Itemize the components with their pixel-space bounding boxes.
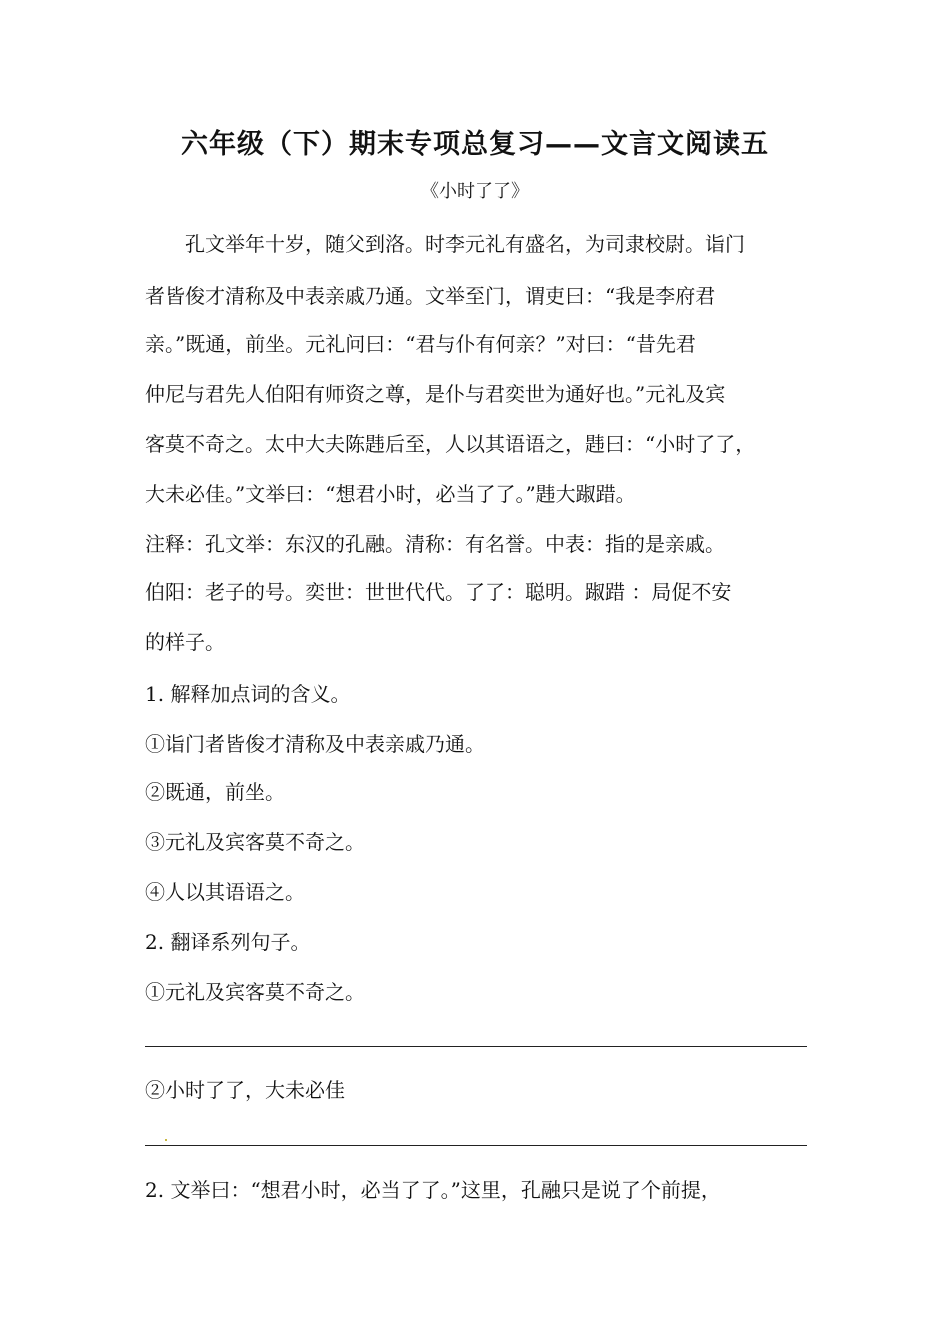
question-2-item: ②小时了了，大未必佳 xyxy=(145,1078,345,1102)
question-1-item: ①诣门者皆俊才清称及中表亲戚乃通。 xyxy=(145,732,485,756)
stray-mark xyxy=(165,1139,167,1141)
question-1-item: ④人以其语语之。 xyxy=(145,880,305,904)
page-title: 六年级（下）期末专项总复习——文言文阅读五 xyxy=(181,129,769,160)
note-line: 伯阳：老子的号。奕世：世世代代。了了：聪明。踧踖 ：局促不安 xyxy=(145,580,732,604)
question-2-heading: 2. 翻译系列句子。 xyxy=(145,930,311,954)
answer-line xyxy=(145,1046,807,1047)
passage-line: 大未必佳。”文举曰：“想君小时，必当了了。”韪大踧踖。 xyxy=(145,482,636,506)
question-1-item: ②既通，前坐。 xyxy=(145,780,285,804)
note-line: 注释：孔文举：东汉的孔融。清称：有名誉。中表：指的是亲戚。 xyxy=(145,532,725,556)
question-3-text: 2. 文举曰：“想君小时，必当了了。”这里，孔融只是说了个前提， xyxy=(145,1178,721,1202)
answer-line xyxy=(145,1145,807,1146)
question-1-item: ③元礼及宾客莫不奇之。 xyxy=(145,830,365,854)
passage-title: 《小时了了》 xyxy=(421,181,529,202)
passage-line: 客莫不奇之。太中大夫陈韪后至，人以其语语之，韪曰：“小时了了， xyxy=(145,432,756,456)
passage-line: 孔文举年十岁，随父到洛。时李元礼有盛名，为司隶校尉。诣门 xyxy=(145,232,745,256)
passage-line: 者皆俊才清称及中表亲戚乃通。文举至门，谓吏曰：“我是李府君 xyxy=(145,284,716,308)
question-2-item: ①元礼及宾客莫不奇之。 xyxy=(145,980,365,1004)
note-line: 的样子。 xyxy=(145,630,225,654)
question-1-heading: 1. 解释加点词的含义。 xyxy=(145,682,351,706)
passage-line: 仲尼与君先人伯阳有师资之尊，是仆与君奕世为通好也。”元礼及宾 xyxy=(145,382,726,406)
passage-line: 亲。”既通，前坐。元礼问曰：“君与仆有何亲？”对曰：“昔先君 xyxy=(145,332,696,356)
